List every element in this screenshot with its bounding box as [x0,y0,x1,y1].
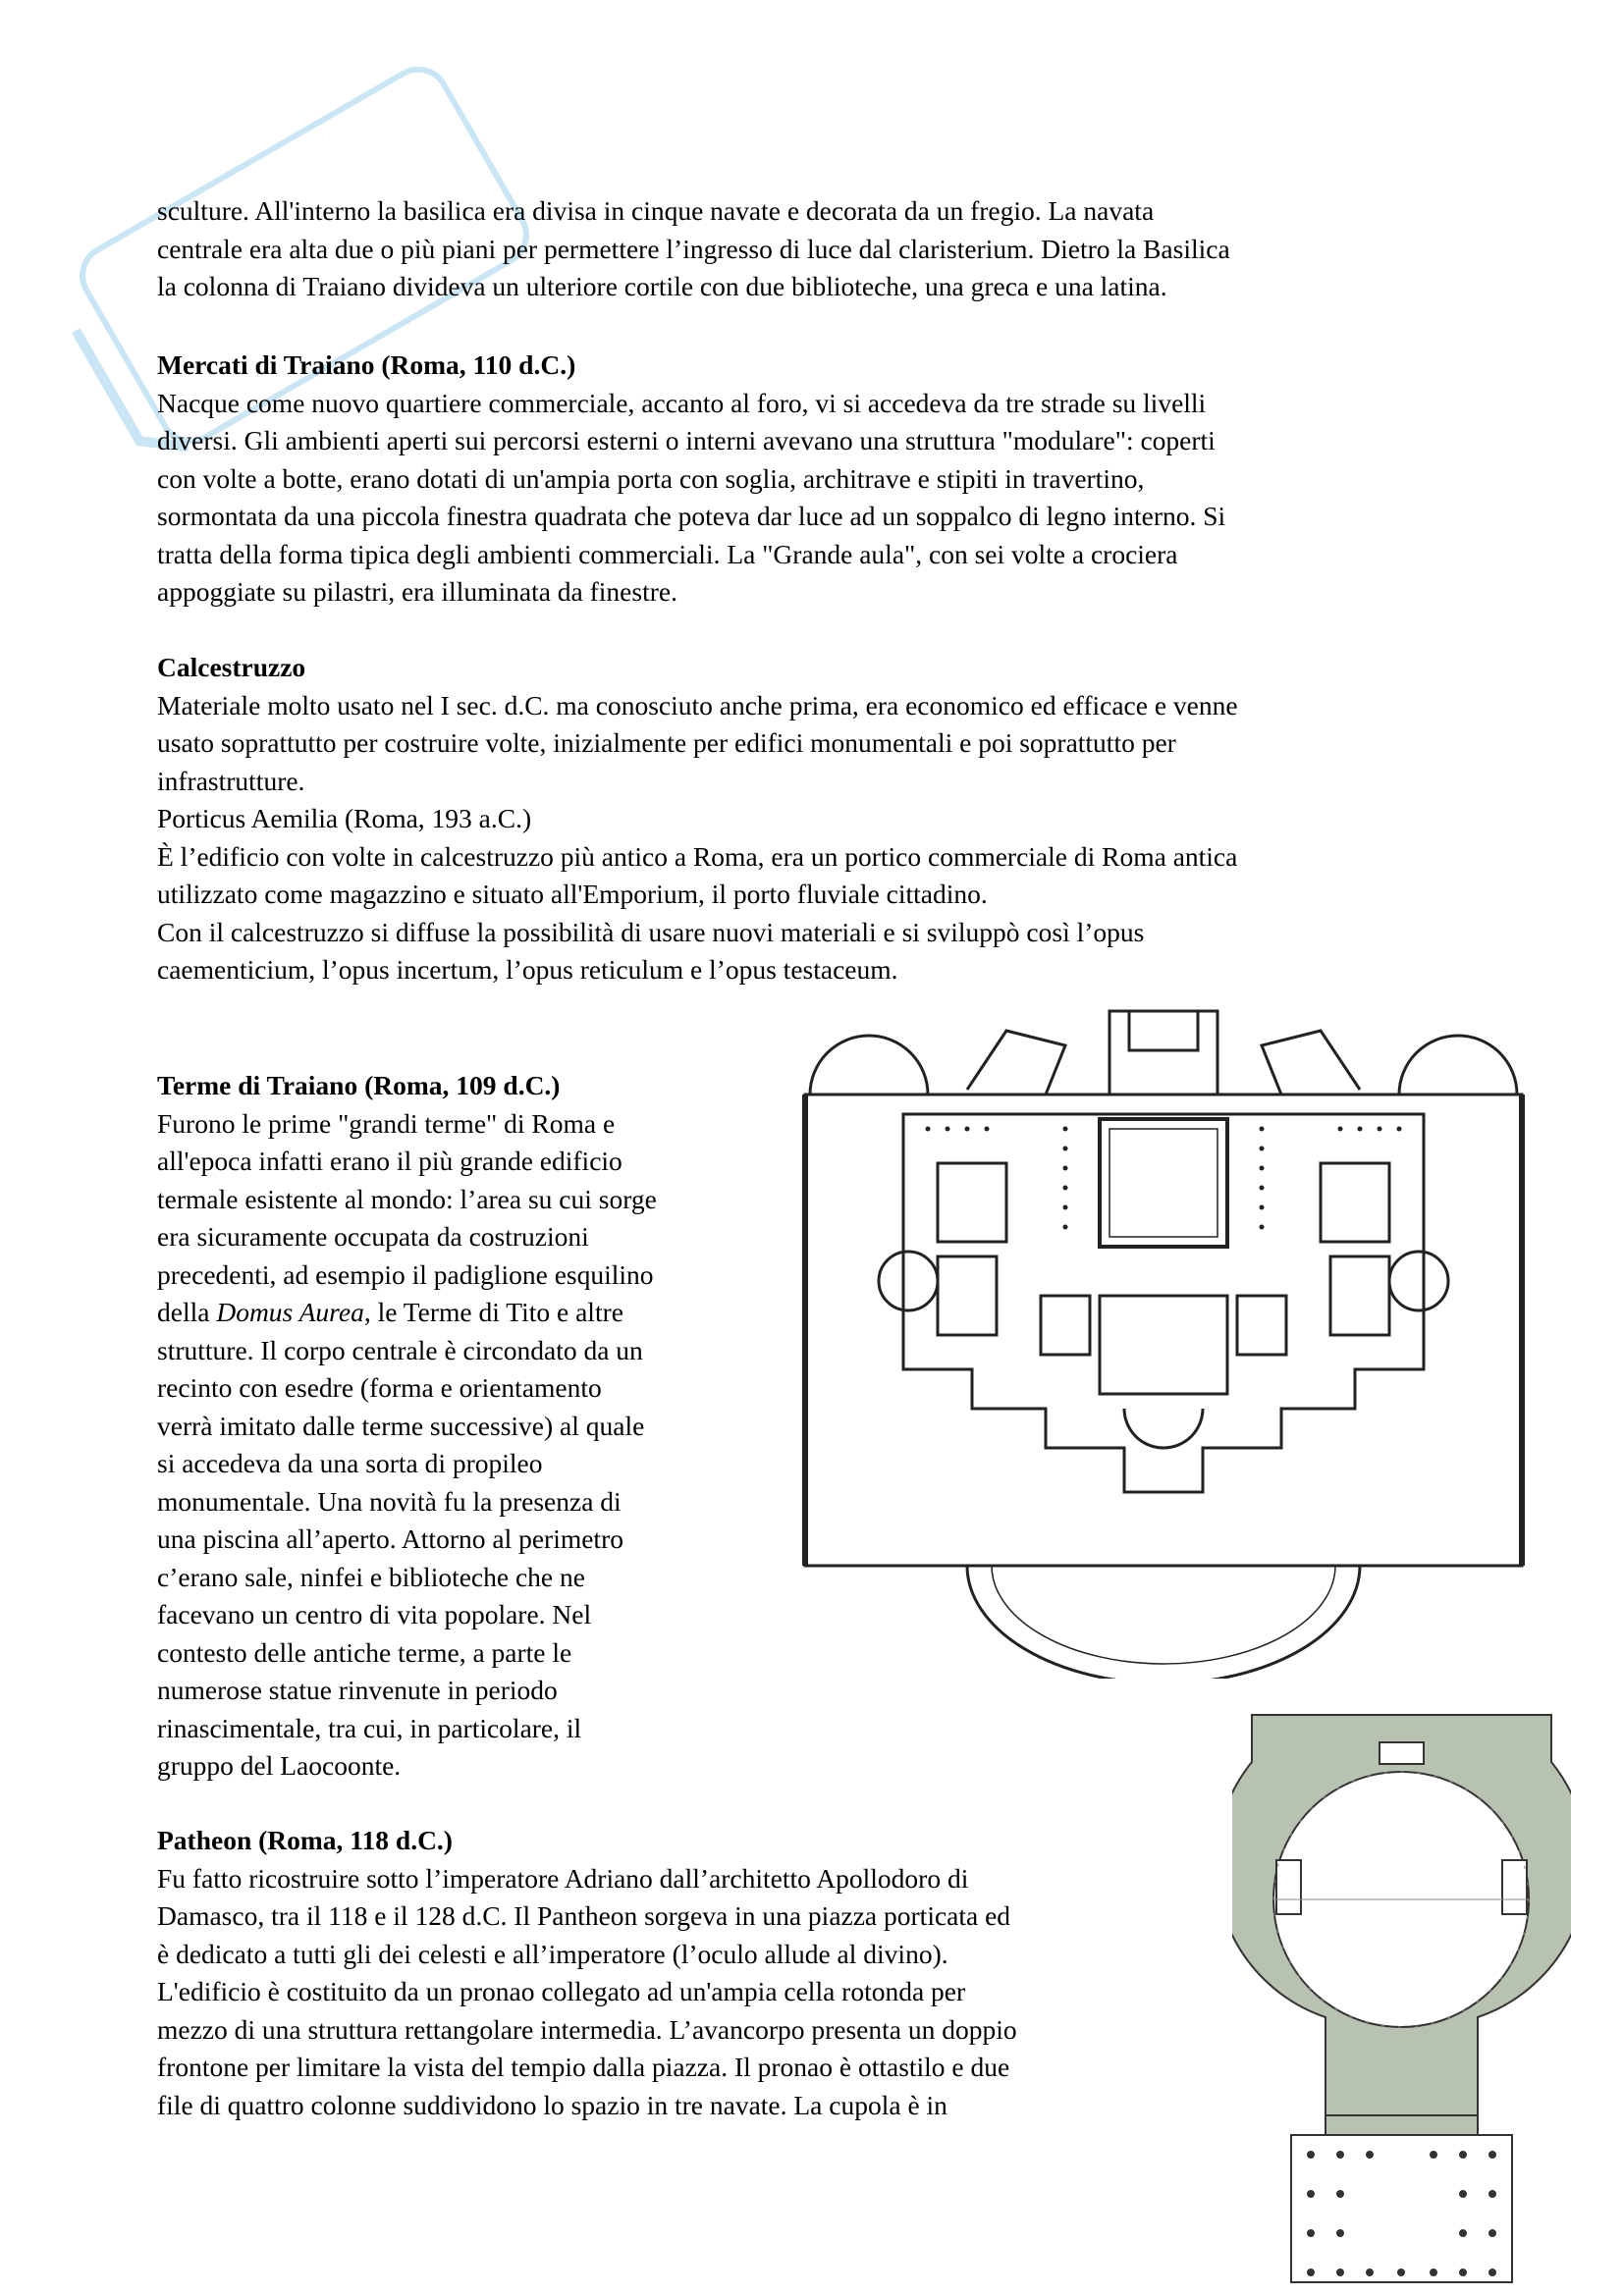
terme-line: termale esistente al mondo: l’area su cui sorge [157,1183,657,1214]
terme-line: facevano un centro di vita popolare. Nel [157,1599,592,1629]
terme-line: si accedeva da una sorta di propileo [157,1448,543,1478]
pantheon-heading: Patheon (Roma, 118 d.C.) [157,1825,453,1855]
terme-line-domus [157,1294,785,1332]
mercati-line: appoggiate su pilastri, era illuminata da finestre. [157,576,677,607]
terme-line: era sicuramente occupata da costruzioni [157,1221,589,1252]
pantheon-line: Damasco, tra il 118 e il 128 d.C. Il Pantheon sorgeva in una piazza porticata ed [157,1900,1011,1931]
terme-line: rinascimentale, tra cui, in particolare, il [157,1712,582,1743]
pantheon-line: L'edificio è costituito da un pronao collegato ad un'ampia cella rotonda per [157,1976,966,2006]
terme-line: gruppo del Laocoonte. [157,1750,402,1781]
mercati-section [157,347,1473,612]
mercati-line: diversi. Gli ambienti aperti sui percorsi esterni o interni avevano una struttura "modulare": coperti [157,425,1216,455]
pantheon-line: file di quattro colonne suddividono lo spazio in tre navate. La cupola è in [157,2089,947,2120]
calcestruzzo-section [157,649,1473,989]
terme-line: numerose statue rinvenute in periodo [157,1675,558,1705]
mercati-line: sormontata da una piccola finestra quadrata che poteva dar luce ad un soppalco di legno interno. Si [157,501,1226,531]
calcestruzzo-line: Materiale molto usato nel I sec. d.C. ma conosciuto anche prima, era economico ed efficace e venne [157,689,1238,721]
terme-line: all'epoca infatti erano il più grande edificio [157,1146,622,1176]
calcestruzzo-line: usato soprattutto per costruire volte, inizialmente per edifici monumentali e poi soprattutto per [157,727,1176,758]
calcestruzzo-heading: Calcestruzzo [157,652,306,682]
pantheon-line: Fu fatto ricostruire sotto l’imperatore Adriano dall’architetto Apollodoro di [157,1862,969,1894]
terme-heading: Terme di Traiano (Roma, 109 d.C.) [157,1070,561,1100]
intro-line: centrale era alta due o più piani per permettere l’ingresso di luce dal claristerium. Dietro la Basilica [157,233,1230,264]
calcestruzzo-line: È l’edificio con volte in calcestruzzo più antico a Roma, era un portico commerciale di Roma antica [157,840,1238,872]
terme-floor-plan-figure [790,1001,1537,1679]
terme-line: strutture. Il corpo centrale è circondato da un [157,1334,643,1365]
pantheon-line: è dedicato a tutti gli dei celesti e all’imperatore (l’oculo allude al divino). [157,1938,948,1969]
domus-prefix: della [157,1297,217,1327]
domus-suffix: , le Terme di Tito e altre [363,1297,623,1327]
mercati-line: Nacque come nuovo quartiere commerciale, accanto al foro, vi si accedeva da tre strade su livelli [157,387,1207,418]
mercati-line: con volte a botte, erano dotati di un'ampia porta con soglia, architrave e stipiti in travertino, [157,462,1145,494]
terme-line: recinto con esedre (forma e orientamento [157,1372,602,1403]
calcestruzzo-line: Con il calcestruzzo si diffuse la possibilità di usare nuovi materiali e si sviluppò così l’opus [157,916,1145,947]
calcestruzzo-line: Porticus Aemilia (Roma, 193 a.C.) [157,803,532,833]
domus-aurea-italic: Domus Aurea [216,1297,364,1327]
pantheon-line: mezzo di una struttura rettangolare intermedia. L’avancorpo presenta un doppio [157,2013,1017,2045]
terme-line: precedenti, ad esempio il padiglione esquilino [157,1258,654,1290]
terme-line: monumentale. Una novità fu la presenza di [157,1485,622,1517]
terme-line: c’erano sale, ninfei e biblioteche che ne [157,1561,585,1592]
mercati-line: tratta della forma tipica degli ambienti commerciali. La "Grande aula", con sei volte a crociera [157,538,1178,569]
intro-paragraph [157,192,1473,306]
pantheon-line: frontone per limitare la vista del tempio dalla piazza. Il pronao è ottastilo e due [157,2052,1010,2082]
mercati-heading: Mercati di Traiano (Roma, 110 d.C.) [157,349,576,380]
terme-line: contesto delle antiche terme, a parte le [157,1636,572,1668]
terme-line: verrà imitato dalle terme successive) al quale [157,1410,645,1441]
intro-line: la colonna di Traiano divideva un ulteriore cortile con due biblioteche, una greca e una latina. [157,271,1167,301]
terme-line: Furono le prime "grandi terme" di Roma e [157,1107,616,1139]
pantheon-section [157,1822,1227,2124]
pantheon-floor-plan-figure [1232,1703,1571,2287]
intro-line: sculture. All'interno la basilica era divisa in cinque navate e decorata da un fregio. La navata [157,195,1155,226]
terme-line: una piscina all’aperto. Attorno al perimetro [157,1523,623,1554]
calcestruzzo-line: caementicium, l’opus incertum, l’opus reticulum e l’opus testaceum. [157,954,898,985]
terme-section [157,1067,785,1786]
calcestruzzo-line: utilizzato come magazzino e situato all'Emporium, il porto fluviale cittadino. [157,879,988,909]
calcestruzzo-line: infrastrutture. [157,765,305,796]
